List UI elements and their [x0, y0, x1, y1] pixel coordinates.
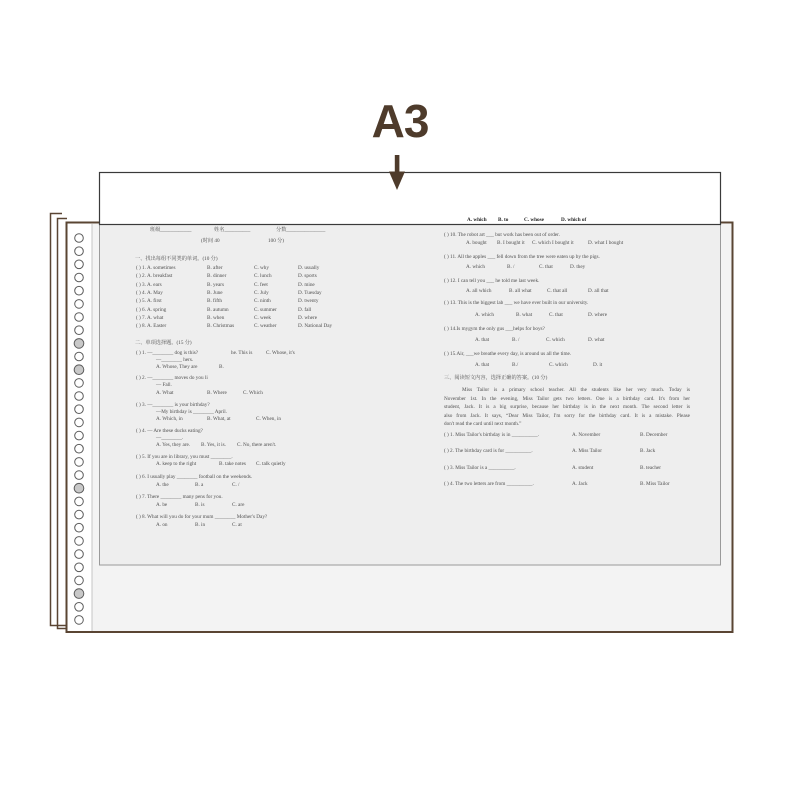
answer-option: A. be [156, 502, 168, 508]
question-stem: ( ) 8. What will you do for your mum ________ Mother's Day? [136, 514, 268, 520]
answer-option: C. week [254, 314, 271, 321]
passage-line: also from Jack. It says, “Dear Miss Tailor, I'm sorry for the birthday card. It is a mistake. Please [444, 412, 690, 419]
word-group-item: ( ) 5. A. first [136, 298, 162, 305]
question-stem: ( ) 12. I can tell you ___ he told me last week. [444, 278, 540, 284]
answer-option: he. This is [231, 350, 253, 356]
question-line: —My birthday is ________ April. [156, 409, 228, 415]
word-group-item: ( ) 3. A. ears [136, 281, 162, 288]
answer-option: B. I bought it [497, 240, 525, 246]
answer-option: B. dinner [207, 273, 227, 280]
answer-option: A. bought [466, 240, 487, 246]
question-stem: ( ) 6. I usually play ________ football on the weekends. [136, 474, 253, 480]
answer-option: D. Tuesday [298, 289, 322, 296]
answer-option: B. after [207, 265, 223, 271]
answer-option: D. what I bought [588, 240, 624, 246]
answer-option: B. Yes, it is. [201, 442, 226, 448]
answer-option: A. on [156, 522, 168, 528]
question-stem: ( ) 2. —________ moves do you li [136, 375, 208, 381]
answer-option: C. feet [254, 281, 268, 288]
answer-option: B. [219, 364, 224, 370]
answer-option: D. mine [298, 281, 315, 288]
answer-option: C. July [254, 289, 269, 296]
answer-option: A. all which [466, 288, 492, 294]
answer-option: D. fall [298, 306, 312, 313]
answer-option: C. that all [547, 288, 568, 294]
header-name-field: 姓名__________ [214, 227, 251, 233]
reading-question: ( ) 2. The birthday card is for __________. [444, 448, 533, 454]
question-stem: ( ) 11. All the apples ___ fell down from the tree were eaten up by the pigs. [444, 254, 600, 260]
answer-option: C. When, in [256, 416, 281, 422]
question-stem: ( ) 3. —________ is your birthday? [136, 402, 210, 408]
answer-option: B. is [195, 502, 205, 508]
answer-option: C. why [254, 265, 269, 271]
answer-option: D. they [570, 264, 586, 270]
question-stem: ( ) 14.Is mygym the only gus ___helps for boys? [444, 326, 545, 332]
answer-option: B. teacher [640, 465, 662, 471]
word-group-item: ( ) 1. A. sometimes [136, 265, 176, 271]
reading-question: ( ) 4. The two letters are from __________. [444, 481, 534, 487]
answer-option: A. student [572, 465, 594, 471]
answer-option: A. which [466, 264, 486, 270]
section-title: 三、阅读短文内容，选择正确的答案。(10 分) [444, 375, 548, 381]
answer-option: A. that [475, 362, 490, 368]
answer-option: B. autumn [207, 306, 229, 313]
passage-line: don't read the card until next month.” [444, 421, 522, 427]
word-group-item: ( ) 2. A. breakfast [136, 273, 173, 280]
question-stem: ( ) 1. —________ dog is this? [136, 350, 199, 356]
answer-option: A. What [156, 390, 174, 396]
question-stem: ( ) 4. — Are these ducks eating? [136, 428, 203, 434]
answer-option: D. what [588, 337, 605, 343]
answer-option: A. Yes, they are. [156, 442, 191, 448]
reading-question: ( ) 1. Miss Tailor's birthday is in __________. [444, 432, 540, 438]
answer-option: C. that [549, 312, 563, 318]
cut-row-option: A. which [467, 217, 487, 223]
reading-question: ( ) 3. Miss Tailor is a __________. [444, 465, 516, 471]
answer-option: B. when [207, 314, 225, 321]
answer-option: A. the [156, 482, 169, 488]
size-label: A3 [371, 95, 429, 147]
question-line: —________. [156, 435, 184, 441]
word-group-item: ( ) 8. A. Easter [136, 323, 167, 330]
answer-option: B. in [195, 522, 206, 528]
section-title: 二、单项选择题。(15 分) [135, 340, 192, 346]
answer-option: A. November [572, 432, 601, 438]
word-group-item: ( ) 4. A. May [136, 289, 163, 296]
answer-option: D. sports [298, 273, 317, 280]
word-group-item: ( ) 7. A. what [136, 314, 164, 321]
answer-option: A. Whose, They are [156, 364, 198, 370]
answer-option: C. at [232, 522, 242, 528]
question-stem: ( ) 13. This is the biggest lab ___ we have ever built in our university. [444, 300, 589, 306]
header-time: (时间 40 [201, 238, 220, 244]
answer-option: B./ [512, 362, 519, 368]
answer-option: B. what [516, 312, 533, 318]
header-class-field: 班级____________ [150, 227, 192, 233]
answer-option: C. Which [243, 390, 263, 396]
question-stem: ( ) 5. If you are in library, you must ________. [136, 454, 233, 460]
answer-option: B. Where [207, 390, 227, 396]
answer-option: C. which [546, 337, 565, 343]
answer-option: B. years [207, 281, 224, 288]
answer-option: D. usually [298, 265, 320, 271]
answer-option: D. all that [588, 288, 609, 294]
answer-option: D. it [593, 362, 603, 368]
answer-option: D. National Day [298, 323, 333, 330]
answer-option: B. Miss Tailor [640, 481, 670, 487]
answer-option: C. talk quietly [256, 461, 286, 467]
answer-option: B. June [207, 289, 223, 296]
answer-option: C. ninth [254, 298, 271, 305]
cut-row-option: B. to [498, 217, 509, 223]
answer-option: A. Miss Tailor [572, 448, 602, 454]
passage-line: November 1st. In the evening, Miss Tailor gets two letters. One is a birthday card. It's from her [444, 395, 690, 402]
answer-option: A. which [475, 312, 495, 318]
answer-option: C. lunch [254, 273, 272, 280]
answer-option: B. December [640, 432, 668, 438]
question-stem: ( ) 15.Air, ___we breathe every day, is around us all the time. [444, 351, 572, 357]
answer-option: C. summer [254, 306, 277, 313]
answer-option: B. What, at [207, 416, 231, 422]
answer-option: B. Jack [640, 448, 656, 454]
answer-option: C. which [549, 362, 568, 368]
question-stem: ( ) 7. There ________ many pens for you. [136, 494, 223, 500]
answer-option: B. fifth [207, 298, 222, 305]
answer-option: C. weather [254, 323, 277, 330]
answer-option: C. which I bought it [532, 240, 574, 246]
answer-option: B. / [507, 264, 515, 270]
word-group-item: ( ) 6. A. spring [136, 306, 167, 313]
cut-row-option: D. which of [561, 217, 587, 223]
answer-option: C. No, there aren't. [237, 442, 277, 448]
answer-option: A. keep to the right [156, 461, 197, 467]
answer-option: C. that [539, 264, 553, 270]
answer-option: A. Which, in [156, 416, 183, 422]
answer-option: D. where [588, 312, 608, 318]
answer-option: B. Christmas [207, 323, 235, 330]
section-title: 一、找出每组不同类的单词。(10 分) [135, 256, 218, 262]
cut-row-option: C. whose [524, 217, 544, 223]
passage-line: student, Jack. It is a big surprise, because her birthday is in the next month. The second letter is [444, 404, 690, 410]
answer-option: B. a [195, 482, 204, 488]
question-stem: ( ) 10. The robot art ___ but work has been out of order. [444, 232, 560, 238]
answer-option: B. all what [509, 288, 532, 294]
answer-option: D. twenty [298, 298, 319, 305]
answer-option: B. take notes [219, 461, 246, 467]
header-score-field: 分数_______________ [276, 227, 326, 233]
answer-option: C. / [232, 482, 240, 488]
answer-option: B. / [512, 337, 520, 343]
passage-line: Miss Tailor is a primary school teacher. All the students like her very much. Today is [462, 387, 690, 393]
answer-option: C. Whose, it's [266, 350, 295, 356]
question-line: — Fall. [156, 382, 172, 388]
answer-option: A. Jack [572, 481, 588, 487]
question-line: —________ hers. [156, 357, 194, 363]
answer-option: D. where [298, 314, 318, 321]
answer-option: A. that [475, 337, 490, 343]
header-total: 100 分) [268, 238, 284, 244]
answer-option: C. are [232, 502, 245, 508]
